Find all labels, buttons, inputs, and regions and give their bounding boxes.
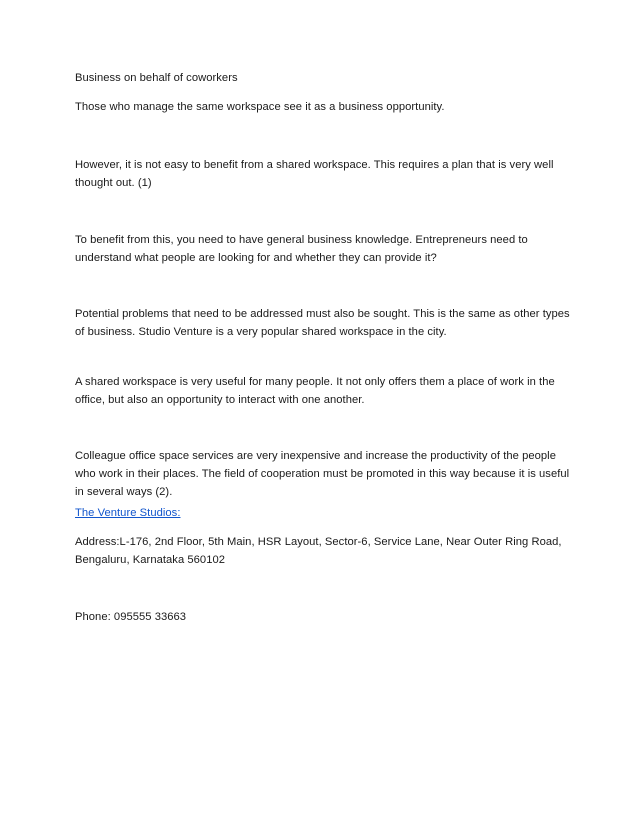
paragraph-intro: Those who manage the same workspace see it as a business opportunity. [75, 101, 445, 113]
document-heading: Business on behalf of coworkers [75, 72, 238, 84]
address-text: Address:L-176, 2nd Floor, 5th Main, HSR Layout, Sector-6, Service Lane, Near Outer Ring Road, Bengaluru, Karnataka 560102 [75, 536, 562, 566]
venture-studios-link[interactable]: The Venture Studios: [75, 507, 181, 519]
paragraph-knowledge: To benefit from this, you need to have general business knowledge. Entrepreneurs need to understand what people are looking for and whether they can provide it? [75, 234, 528, 264]
paragraph-plan: However, it is not easy to benefit from a shared workspace. This requires a plan that is very well thought out. (1) [75, 159, 554, 189]
paragraph-services: Colleague office space services are very inexpensive and increase the productivity of the people who work in their places. The field of cooperation must be promoted in this way because it is useful in several ways (2). [75, 450, 570, 498]
phone-text: Phone: 095555 33663 [75, 611, 187, 623]
paragraph-usefulness: A shared workspace is very useful for many people. It not only offers them a place of work in the office, but also an opportunity to interact with one another. [75, 376, 555, 406]
venture-studios-paragraph [75, 504, 575, 522]
paragraph-problems: Potential problems that need to be addressed must also be sought. This is the same as other types of business. Studio Venture is a very popular shared workspace in the city. [75, 308, 570, 338]
